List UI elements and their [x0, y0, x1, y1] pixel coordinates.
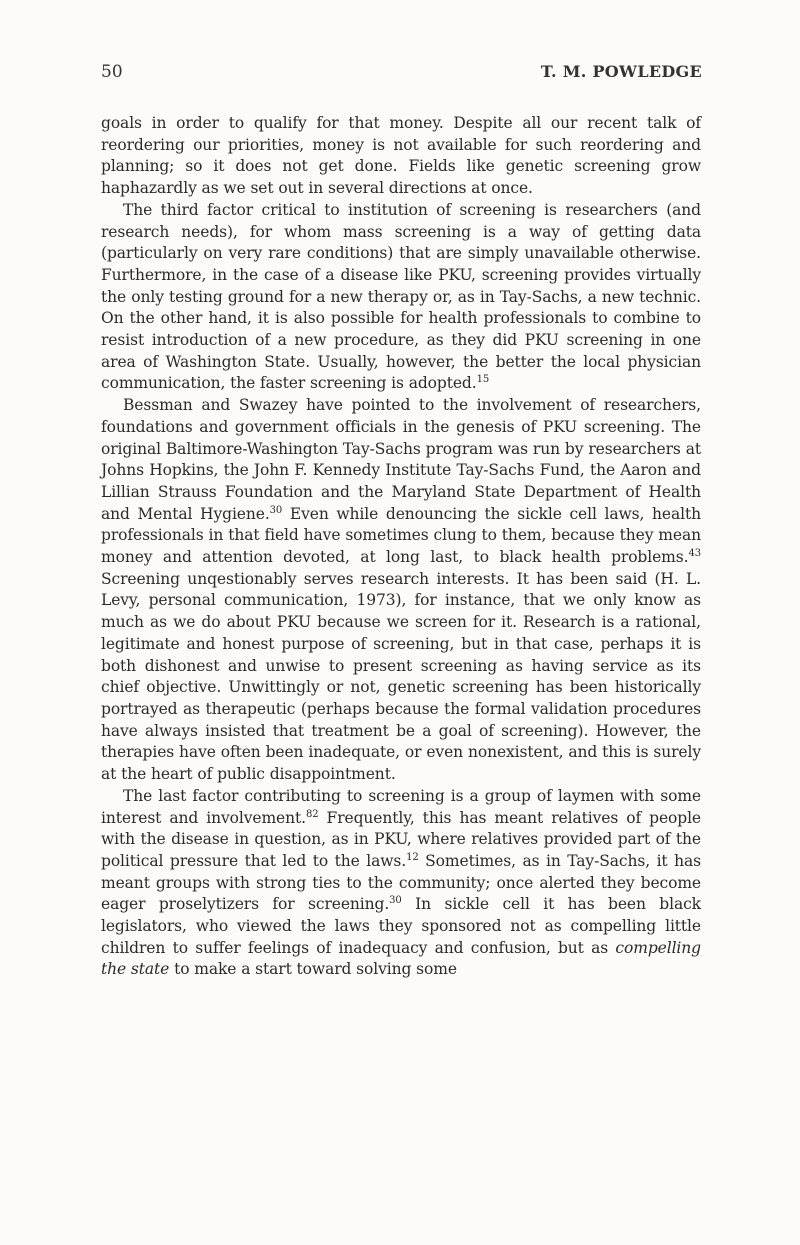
citation-superscript: 30 — [389, 895, 402, 907]
citation-superscript: 30 — [269, 504, 283, 516]
citation-superscript: 82 — [305, 808, 319, 820]
paragraph-4 — [101, 786, 701, 981]
paragraph-text: In sickle cell it has been black legislators, who viewed the laws they sponsored not as compelling little children to suffer feelings of inadequacy and confusion, but as — [101, 895, 701, 957]
body-text — [101, 113, 701, 981]
paragraph-text: goals in order to qualify for that money. Despite all our recent talk of reordering our priorities, money is not available for such reordering and planning; so it does not get done. Fields like genetic screening grow haphazardly as we set out in several directions at once. — [101, 114, 701, 198]
paragraph-text: Sometimes, as in Tay-Sachs, it has meant groups with strong ties to the community; once alerted they become eager proselytizers for screening. — [101, 851, 701, 914]
running-head: T. M. POWLEDGE — [540, 62, 702, 81]
paragraph-text: Frequently, this has meant relatives of people with the disease in question, as in PKU, where relatives provided part of the political pressure that led to the laws. — [101, 808, 702, 870]
citation-superscript: 15 — [476, 374, 490, 386]
paragraph-text: Even while denouncing the sickle cell laws, health professionals in that field have sometimes clung to them, because they mean money and attention devoted, at long last, to black health problems. — [101, 504, 701, 567]
paragraph-text: to make a start toward solving some — [169, 960, 457, 979]
page-number: 50 — [101, 62, 123, 82]
paragraph-2 — [101, 200, 701, 395]
paragraph-text: Screening unqestionably serves research interests. It has been said (H. L. Levy, personal communication, 1973), for instance, that we only know as much as we do about PKU because we screen for it. Research is a rational, legitimate and honest purpose of screening, but in that case, perhaps it is both dishonest and unwise to present screening as having service as its chief objective. Unwittingly or not, genetic screening has been historically portrayed as therapeutic (perhaps because the formal validation procedures have always insisted that treatment be a goal of screening). However, the therapies have often been inadequate, or even nonexistent, and this is surely at the heart of public disappointment. — [101, 569, 701, 784]
paragraph-3 — [101, 395, 701, 786]
paragraph-1 — [101, 113, 701, 200]
citation-superscript: 43 — [688, 547, 701, 559]
emphasized-text: compelling the state — [101, 938, 701, 979]
citation-superscript: 12 — [406, 851, 419, 863]
paragraph-text: The last factor contributing to screening is a group of laymen with some interest and involvement. — [101, 786, 701, 827]
paragraph-text: Bessman and Swazey have pointed to the involvement of researchers, foundations and government officials in the genesis of PKU screening. The original Baltimore-Washington Tay-Sachs program was run by researchers at Johns Hopkins, the John F. Kennedy Institute Tay-Sachs Fund, the Aaron and Lillian Strauss Foundation and the Maryland State Department of Health and Mental Hygiene. — [101, 396, 701, 523]
paragraph-text: The third factor critical to institution of screening is researchers (and research needs), for whom mass screening is a way of getting data (particularly on very rare conditions) that are simply unavailable otherwise. Furthermore, in the case of a disease like PKU, screening provides virtually the only testing ground for a new therapy or, as in Tay-Sachs, a new technic. On the other hand, it is also possible for health professionals to combine to resist introduction of a new procedure, as they did PKU screening in one area of Washington State. Usually, however, the better the local physician communication, the faster screening is adopted. — [101, 200, 701, 393]
